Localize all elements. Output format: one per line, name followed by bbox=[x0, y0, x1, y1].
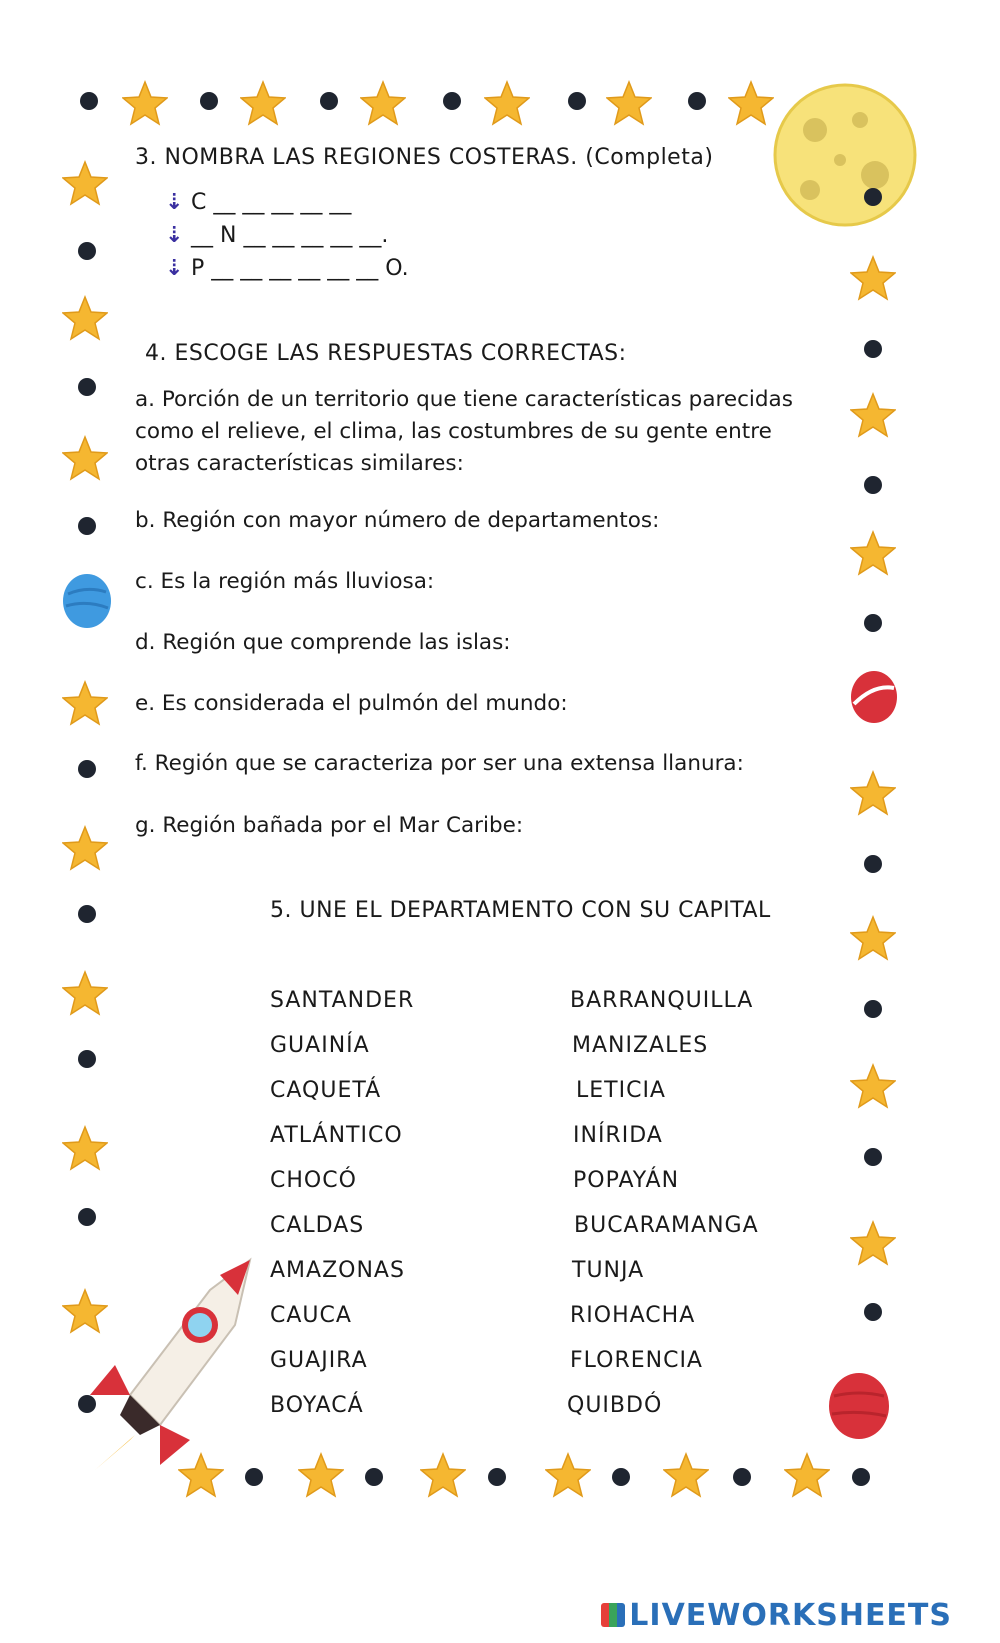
capital-item: INÍRIDA bbox=[573, 1123, 663, 1148]
star-icon bbox=[178, 1452, 224, 1498]
star-icon bbox=[62, 435, 108, 481]
dot-icon bbox=[78, 760, 96, 778]
dot-icon bbox=[864, 1303, 882, 1321]
star-icon bbox=[420, 1452, 466, 1498]
dot-icon bbox=[320, 92, 338, 110]
fill-in-item bbox=[165, 256, 409, 281]
dot-icon bbox=[78, 242, 96, 260]
department-item: AMAZONAS bbox=[270, 1258, 405, 1283]
question-g: g. Región bañada por el Mar Caribe: bbox=[135, 813, 524, 838]
arrow-down-icon: ⇣ bbox=[165, 223, 184, 248]
section4-title: 4. ESCOGE LAS RESPUESTAS CORRECTAS: bbox=[145, 341, 627, 366]
star-icon bbox=[62, 1125, 108, 1171]
star-icon bbox=[850, 770, 896, 816]
star-icon bbox=[850, 255, 896, 301]
question-a: a. Porción de un territorio que tiene características parecidas como el relieve, el clima, las costumbres de su gente entre otras características similares: bbox=[135, 387, 793, 476]
arrow-down-icon: ⇣ bbox=[165, 190, 184, 215]
capital-item: POPAYÁN bbox=[573, 1168, 680, 1193]
dot-icon bbox=[78, 517, 96, 535]
dot-icon bbox=[200, 92, 218, 110]
question-f: f. Región que se caracteriza por ser una extensa llanura: bbox=[135, 751, 744, 776]
star-icon bbox=[298, 1452, 344, 1498]
department-item: BOYACÁ bbox=[270, 1393, 364, 1418]
star-icon bbox=[850, 915, 896, 961]
capital-item: MANIZALES bbox=[572, 1033, 709, 1058]
star-icon bbox=[850, 1220, 896, 1266]
dot-icon bbox=[864, 614, 882, 632]
star-icon bbox=[728, 80, 774, 126]
star-icon bbox=[62, 1288, 108, 1334]
dot-icon bbox=[852, 1468, 870, 1486]
star-icon bbox=[484, 80, 530, 126]
dot-icon bbox=[78, 1208, 96, 1226]
department-item: GUAINÍA bbox=[270, 1033, 370, 1058]
star-icon bbox=[240, 80, 286, 126]
question-d: d. Región que comprende las islas: bbox=[135, 630, 511, 655]
star-icon bbox=[122, 80, 168, 126]
question-b: b. Región con mayor número de departamentos: bbox=[135, 508, 660, 533]
dot-icon bbox=[733, 1468, 751, 1486]
blue-planet-icon bbox=[60, 572, 114, 630]
section5-title: 5. UNE EL DEPARTAMENTO CON SU CAPITAL bbox=[270, 898, 771, 923]
dot-icon bbox=[78, 378, 96, 396]
section3-title: 3. NOMBRA LAS REGIONES COSTERAS. (Completa) bbox=[135, 145, 714, 170]
department-item: ATLÁNTICO bbox=[270, 1123, 403, 1148]
star-icon bbox=[62, 680, 108, 726]
department-item: CHOCÓ bbox=[270, 1168, 357, 1193]
dot-icon bbox=[688, 92, 706, 110]
dot-icon bbox=[864, 855, 882, 873]
dot-icon bbox=[78, 1050, 96, 1068]
dot-icon bbox=[864, 1000, 882, 1018]
star-icon bbox=[62, 295, 108, 341]
star-icon bbox=[62, 160, 108, 206]
star-icon bbox=[545, 1452, 591, 1498]
dot-icon bbox=[488, 1468, 506, 1486]
logo-text: LIVEWORKSHEETS bbox=[629, 1598, 952, 1633]
capital-item: BARRANQUILLA bbox=[570, 988, 754, 1013]
department-item: CAUCA bbox=[270, 1303, 352, 1328]
dot-icon bbox=[443, 92, 461, 110]
star-icon bbox=[62, 970, 108, 1016]
department-item: CALDAS bbox=[270, 1213, 365, 1238]
dot-icon bbox=[864, 476, 882, 494]
star-icon bbox=[850, 1063, 896, 1109]
dot-icon bbox=[568, 92, 586, 110]
capital-item: FLORENCIA bbox=[570, 1348, 703, 1373]
red-planet-icon bbox=[826, 1370, 892, 1442]
department-item: GUAJIRA bbox=[270, 1348, 368, 1373]
dot-icon bbox=[612, 1468, 630, 1486]
star-icon bbox=[850, 392, 896, 438]
dot-icon bbox=[78, 905, 96, 923]
capital-item: BUCARAMANGA bbox=[574, 1213, 759, 1238]
fill-in-item bbox=[165, 190, 351, 215]
capital-item: RIOHACHA bbox=[570, 1303, 696, 1328]
star-icon bbox=[784, 1452, 830, 1498]
liveworksheets-logo bbox=[601, 1598, 952, 1633]
fill-in-text: __ N __ __ __ __ __. bbox=[191, 223, 389, 248]
dot-icon bbox=[245, 1468, 263, 1486]
fill-in-item bbox=[165, 223, 388, 248]
star-icon bbox=[62, 825, 108, 871]
star-icon bbox=[663, 1452, 709, 1498]
capital-item: QUIBDÓ bbox=[567, 1393, 663, 1418]
dot-icon bbox=[864, 1148, 882, 1166]
dot-icon bbox=[78, 1395, 96, 1413]
department-item: SANTANDER bbox=[270, 988, 415, 1013]
star-icon bbox=[850, 530, 896, 576]
fill-in-text: C __ __ __ __ __ bbox=[191, 190, 352, 215]
dot-icon bbox=[864, 188, 882, 206]
arrow-down-icon: ⇣ bbox=[165, 256, 184, 281]
dot-icon bbox=[365, 1468, 383, 1486]
capital-item: TUNJA bbox=[572, 1258, 645, 1283]
capital-item: LETICIA bbox=[576, 1078, 666, 1103]
question-e: e. Es considerada el pulmón del mundo: bbox=[135, 691, 568, 716]
dot-icon bbox=[80, 92, 98, 110]
red-planet-icon bbox=[848, 668, 900, 726]
dot-icon bbox=[864, 340, 882, 358]
star-icon bbox=[606, 80, 652, 126]
department-item: CAQUETÁ bbox=[270, 1078, 382, 1103]
logo-mark-icon bbox=[601, 1603, 625, 1627]
question-c: c. Es la región más lluviosa: bbox=[135, 569, 435, 594]
fill-in-text: P __ __ __ __ __ __ O. bbox=[191, 256, 409, 281]
star-icon bbox=[360, 80, 406, 126]
moon-icon bbox=[770, 80, 920, 230]
